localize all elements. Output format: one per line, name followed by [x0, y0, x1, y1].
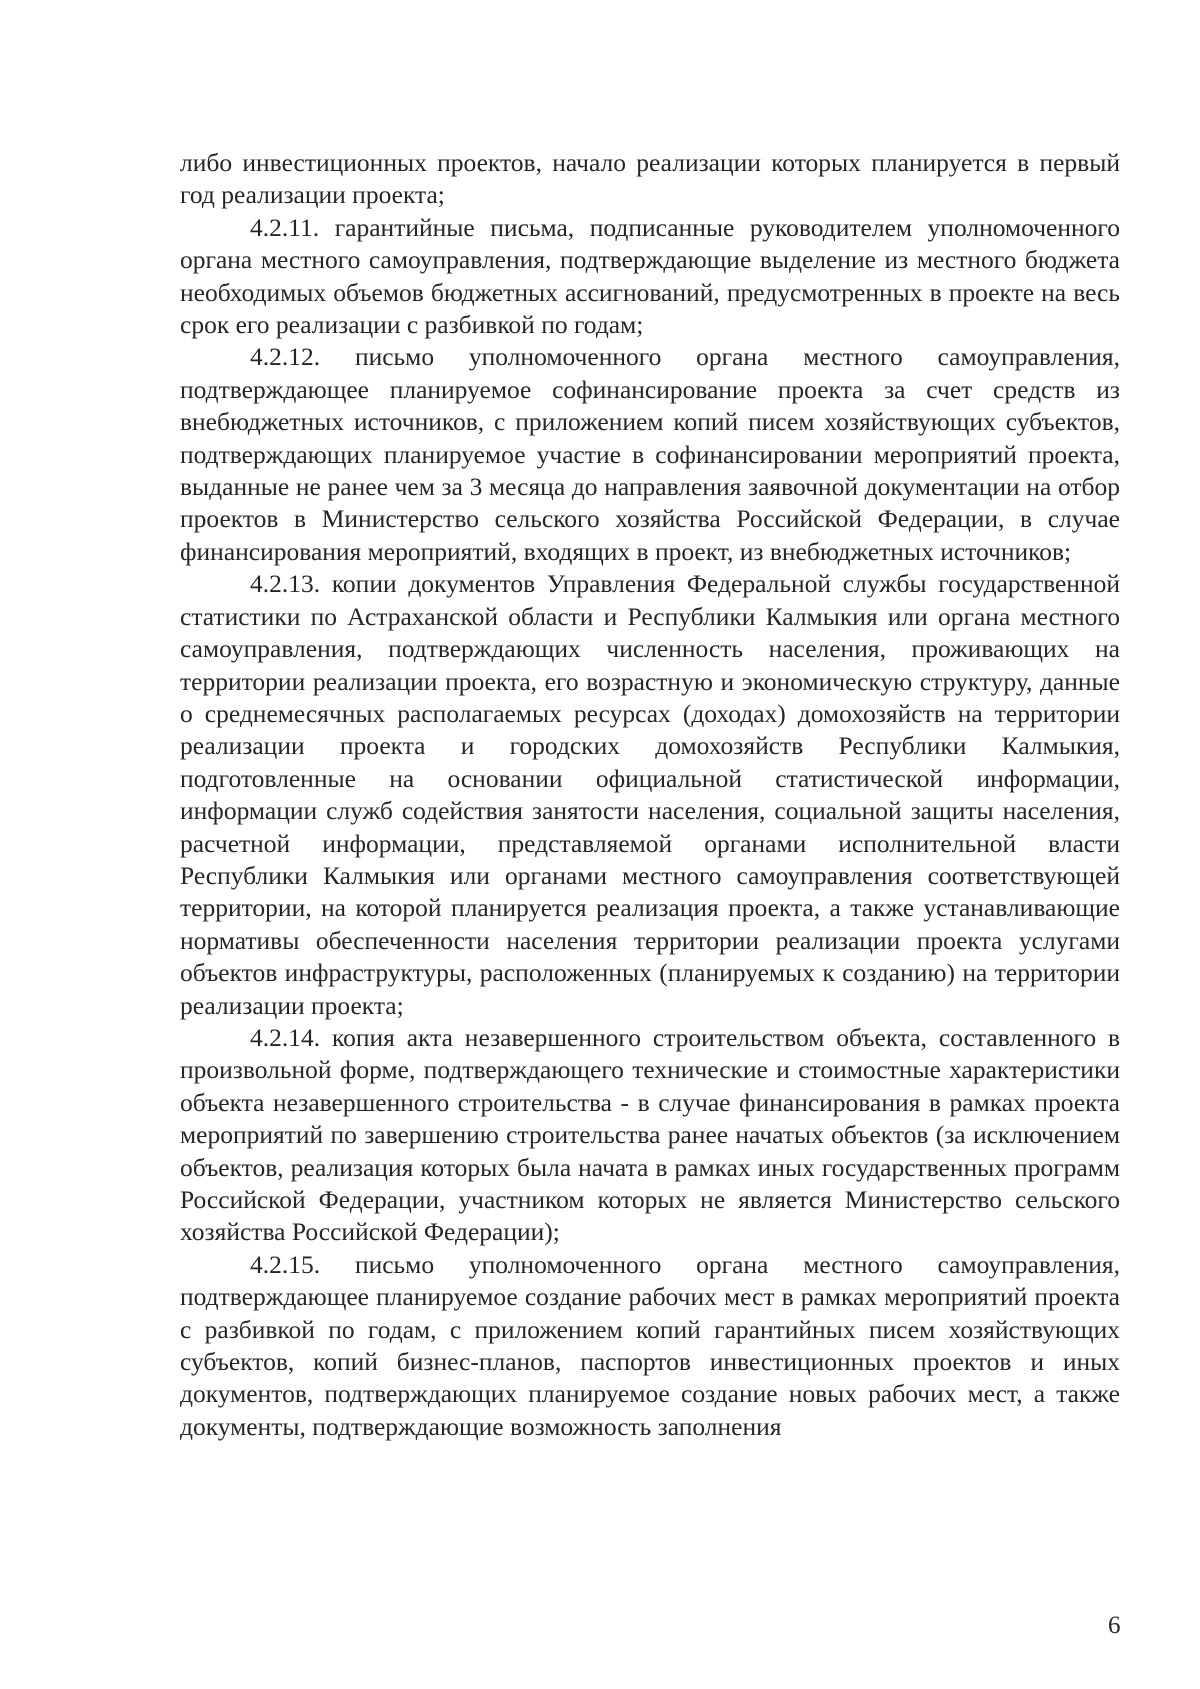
document-body [180, 147, 1120, 1443]
paragraph-4-2-12: 4.2.12. письмо уполномоченного органа местного самоуправления, подтверждающее планируемое софинансирование проекта за счет средств из внебюджетных источников, с приложением копий писем хозяйствующих субъектов, подтверждающих планируемое участие в софинансировании мероприятий проекта, выданные не ранее чем за 3 месяца до направления заявочной документации на отбор проектов в Министерство сельского хозяйства Российской Федерации, в случае финансирования мероприятий, входящих в проект, из внебюджетных источников; [180, 342, 1120, 566]
paragraph-continuation: либо инвестиционных проектов, начало реализации которых планируется в первый год реализации проекта; [180, 148, 1120, 210]
paragraph-4-2-15: 4.2.15. письмо уполномоченного органа местного самоуправления, подтверждающее планируемое создание рабочих мест в рамках мероприятий проекта с разбивкой по годам, с приложением копий гарантийных писем хозяйствующих субъектов, копий бизнес-планов, паспортов инвестиционных проектов и иных документов, подтверждающих планируемое создание новых рабочих мест, а также документы, подтверждающие возможность заполнения [180, 1249, 1120, 1441]
paragraph-4-2-14: 4.2.14. копия акта незавершенного строительством объекта, составленного в произвольной форме, подтверждающего технические и стоимостные характеристики объекта незавершенного строительства - в случае финансирования в рамках проекта мероприятий по завершению строительства ранее начатых объектов (за исключением объектов, реализация которых была начата в рамках иных государственных программ Российской Федерации, участником которых не является Министерство сельского хозяйства Российской Федерации); [180, 1022, 1120, 1247]
paragraph-4-2-13: 4.2.13. копии документов Управления Федеральной службы государственной статистики по Астраханской области и Республики Калмыкия или органа местного самоуправления, подтверждающих численность населения, проживающих на территории реализации проекта, его возрастную и экономическую структуру, данные о среднемесячных располагаемых ресурсах (доходах) домохозяйств на территории реализации проекта и городских домохозяйств Республики Калмыкия, подготовленные на основании официальной статистической информации, информации служб содействия занятости населения, социальной защиты населения, расчетной информации, представляемой органами исполнительной власти Республики Калмыкия или органами местного самоуправления соответствующей территории, на которой планируется реализация проекта, а также устанавливающие нормативы обеспеченности населения территории реализации проекта услугами объектов инфраструктуры, расположенных (планируемых к созданию) на территории реализации проекта; [180, 569, 1120, 1020]
page-number: 6 [1108, 1612, 1121, 1639]
paragraph-4-2-11: 4.2.11. гарантийные письма, подписанные руководителем уполномоченного органа местного самоуправления, подтверждающие выделение из местного бюджета необходимых объемов бюджетных ассигнований, предусмотренных в проекте на весь срок его реализации с разбивкой по годам; [180, 212, 1120, 340]
